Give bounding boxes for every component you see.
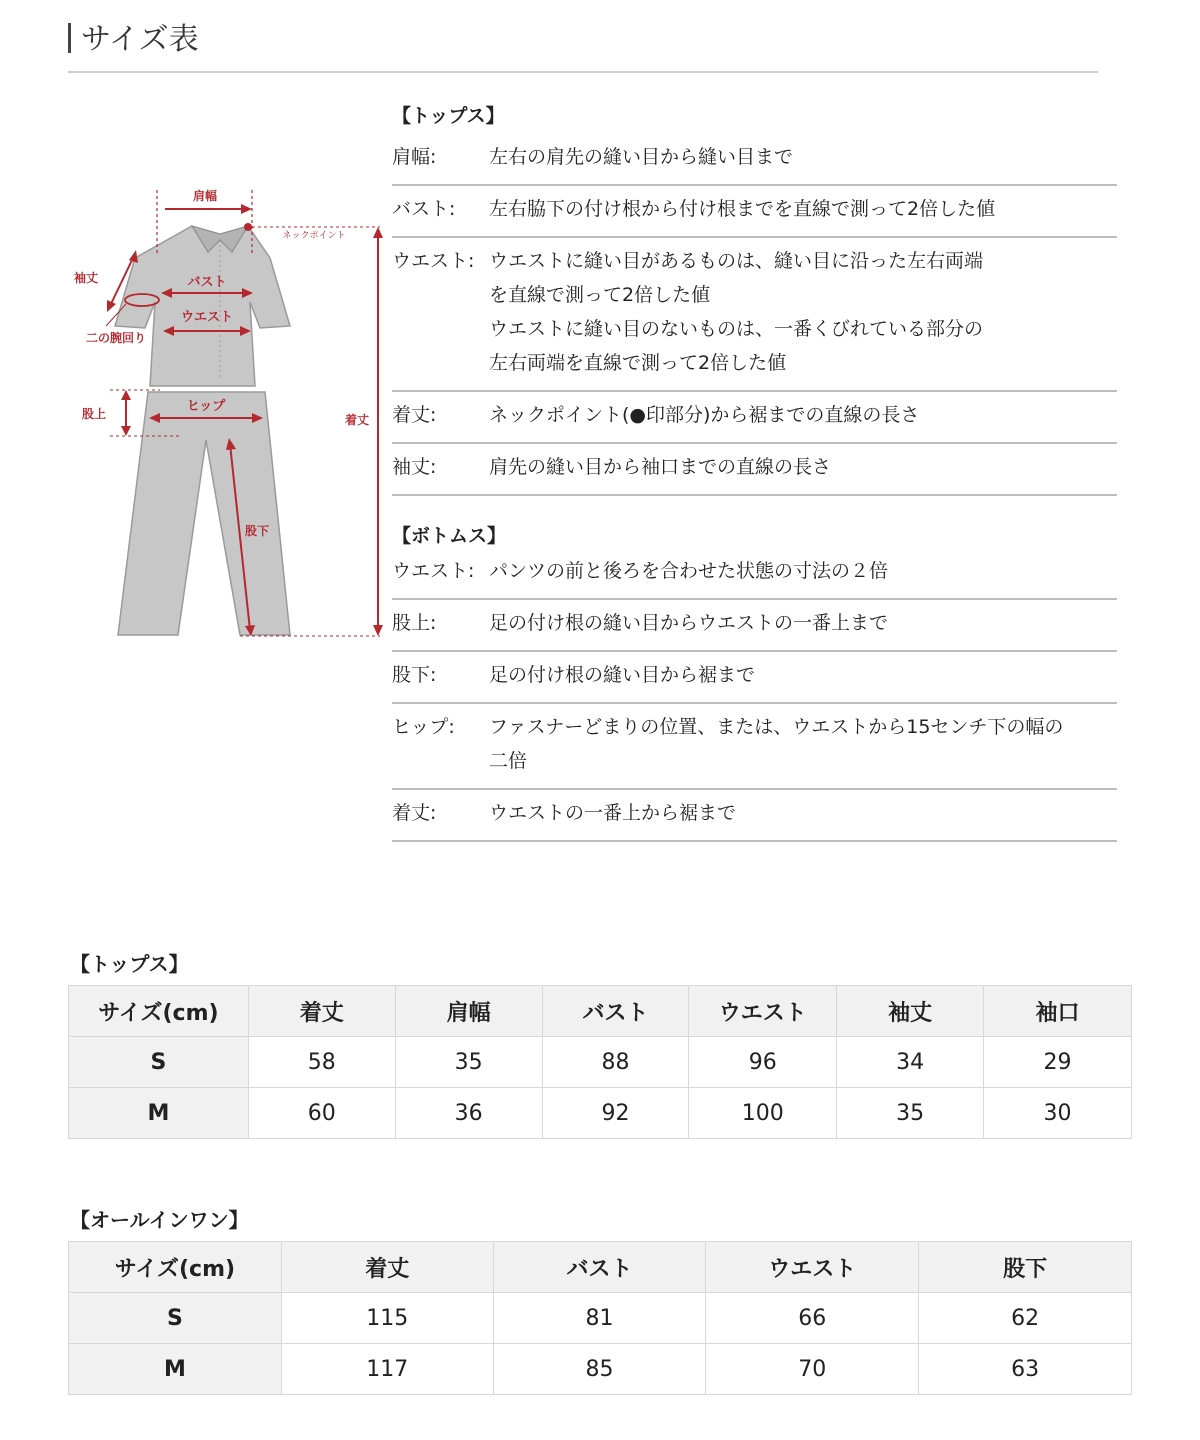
title-divider bbox=[68, 71, 1098, 73]
table-row bbox=[69, 1344, 1132, 1395]
definition-row bbox=[392, 392, 1117, 444]
tops-size-table bbox=[68, 985, 1132, 1139]
label-katahaba: 肩幅 bbox=[192, 189, 218, 203]
definition-row bbox=[392, 652, 1117, 704]
definition-row bbox=[392, 704, 1117, 790]
pants-shape bbox=[118, 392, 290, 635]
label-neckpoint: ネックポイント bbox=[282, 231, 346, 241]
definition-row bbox=[392, 554, 1117, 600]
definition-desc: パンツの前と後ろを合わせた状態の寸法の２倍 bbox=[489, 560, 889, 582]
label-kitake: 着丈 bbox=[344, 413, 370, 427]
table-cell: 96 bbox=[689, 1037, 837, 1088]
table-cell: 115 bbox=[281, 1293, 493, 1344]
column-header: 袖丈 bbox=[837, 986, 984, 1037]
definition-term: ウエスト: bbox=[392, 250, 475, 272]
bottoms-definition-heading: 【ボトムス】 bbox=[392, 525, 507, 547]
table-row bbox=[69, 1293, 1132, 1344]
table-cell: 30 bbox=[984, 1088, 1132, 1139]
column-header: 袖口 bbox=[984, 986, 1132, 1037]
page-title-text: サイズ表 bbox=[81, 22, 199, 57]
label-ninoude: 二の腕回り bbox=[85, 331, 147, 345]
definition-term: 着丈: bbox=[392, 404, 437, 426]
tops-table-title: 【トップス】 bbox=[70, 952, 189, 976]
column-header: サイズ(cm) bbox=[69, 986, 249, 1037]
label-hip: ヒップ bbox=[186, 399, 226, 414]
definition-row bbox=[392, 600, 1117, 652]
definition-row bbox=[392, 790, 1117, 842]
column-header: ウエスト bbox=[689, 986, 837, 1037]
table-cell: 81 bbox=[493, 1293, 706, 1344]
table-row bbox=[69, 1037, 1132, 1088]
definition-desc: 左右の肩先の縫い目から縫い目まで bbox=[489, 146, 794, 168]
table-cell: 35 bbox=[837, 1088, 984, 1139]
column-header: 股下 bbox=[919, 1242, 1132, 1293]
table-row bbox=[69, 1088, 1132, 1139]
definition-row bbox=[392, 238, 1117, 392]
column-header: 着丈 bbox=[248, 986, 395, 1037]
table-cell: 88 bbox=[542, 1037, 689, 1088]
column-header: バスト bbox=[542, 986, 689, 1037]
table-cell: 58 bbox=[248, 1037, 395, 1088]
column-header: 肩幅 bbox=[395, 986, 542, 1037]
definition-term: 股上: bbox=[392, 612, 437, 634]
size-label: S bbox=[69, 1293, 282, 1344]
table-cell: 117 bbox=[281, 1344, 493, 1395]
table-cell: 29 bbox=[984, 1037, 1132, 1088]
definition-term: 袖丈: bbox=[392, 456, 437, 478]
column-header: サイズ(cm) bbox=[69, 1242, 282, 1293]
table-cell: 63 bbox=[919, 1344, 1132, 1395]
label-sodetake: 袖丈 bbox=[73, 271, 99, 285]
table-cell: 36 bbox=[395, 1088, 542, 1139]
label-bust: バスト bbox=[187, 275, 227, 290]
table-header-row bbox=[69, 986, 1132, 1037]
definition-term: 着丈: bbox=[392, 802, 437, 824]
table-cell: 70 bbox=[706, 1344, 919, 1395]
definition-desc: 左右脇下の付け根から付け根までを直線で測って2倍した値 bbox=[489, 198, 996, 220]
definition-term: 股下: bbox=[392, 664, 437, 686]
table-cell: 66 bbox=[706, 1293, 919, 1344]
table-cell: 85 bbox=[493, 1344, 706, 1395]
table-cell: 92 bbox=[542, 1088, 689, 1139]
definition-desc: ネックポイント(●印部分)から裾までの直線の長さ bbox=[489, 404, 920, 426]
definition-desc: ウエストの一番上から裾まで bbox=[489, 802, 737, 824]
table-cell: 60 bbox=[248, 1088, 395, 1139]
label-mataue: 股上 bbox=[81, 407, 107, 421]
definition-row bbox=[392, 134, 1117, 186]
definition-desc: ファスナーどまりの位置、または、ウエストから15センチ下の幅の 二倍 bbox=[489, 716, 1064, 772]
neck-point-dot bbox=[244, 223, 252, 231]
definitions-panel bbox=[392, 98, 1117, 842]
table-cell: 100 bbox=[689, 1088, 837, 1139]
definition-desc: 足の付け根の縫い目から裾まで bbox=[489, 664, 756, 686]
table-cell: 35 bbox=[395, 1037, 542, 1088]
table-header-row bbox=[69, 1242, 1132, 1293]
label-matashita: 股下 bbox=[244, 524, 270, 538]
measurement-diagram bbox=[60, 180, 395, 650]
column-header: 着丈 bbox=[281, 1242, 493, 1293]
column-header: バスト bbox=[493, 1242, 706, 1293]
size-label: M bbox=[69, 1344, 282, 1395]
definition-desc: ウエストに縫い目があるものは、縫い目に沿った左右両端 を直線で測って2倍した値 ウエストに縫い目のないものは、一番くびれている部分の 左右両端を直線で測って2倍した値 bbox=[489, 250, 984, 374]
definition-term: 肩幅: bbox=[392, 146, 437, 168]
label-waist: ウエスト bbox=[180, 310, 234, 325]
allinone-table-title: 【オールインワン】 bbox=[70, 1208, 249, 1232]
table-cell: 62 bbox=[919, 1293, 1132, 1344]
allinone-size-table bbox=[68, 1241, 1132, 1395]
page-title bbox=[68, 18, 199, 62]
definition-term: バスト: bbox=[392, 198, 456, 220]
definition-desc: 肩先の縫い目から袖口までの直線の長さ bbox=[489, 456, 832, 478]
definition-row bbox=[392, 444, 1117, 496]
definition-desc: 足の付け根の縫い目からウエストの一番上まで bbox=[489, 612, 889, 634]
column-header: ウエスト bbox=[706, 1242, 919, 1293]
definition-term: ヒップ: bbox=[392, 716, 455, 738]
table-cell: 34 bbox=[837, 1037, 984, 1088]
tops-definition-heading: 【トップス】 bbox=[392, 105, 505, 127]
size-label: S bbox=[69, 1037, 249, 1088]
size-label: M bbox=[69, 1088, 249, 1139]
definition-term: ウエスト: bbox=[392, 560, 475, 582]
title-accent-bar bbox=[68, 23, 71, 53]
definition-row bbox=[392, 186, 1117, 238]
